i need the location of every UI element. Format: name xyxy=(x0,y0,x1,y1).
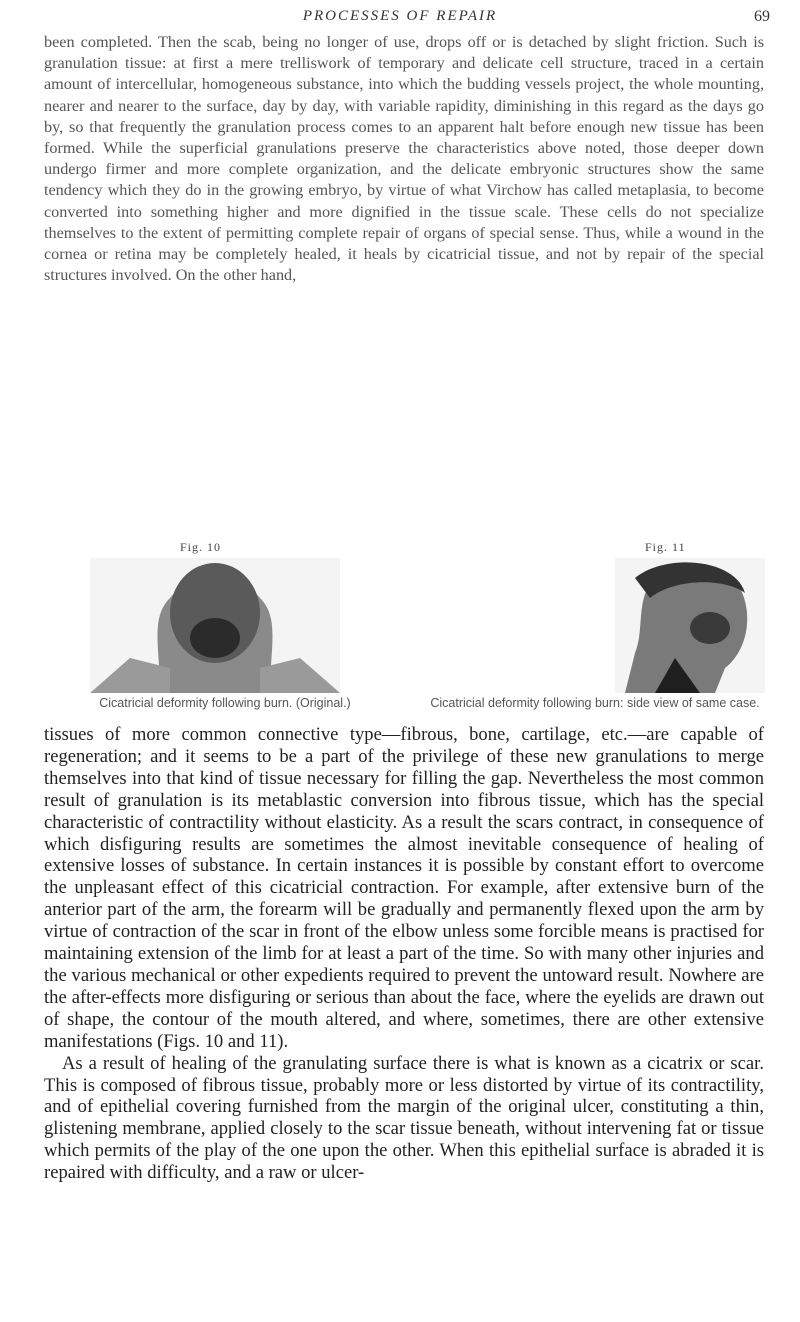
figure-10-caption: Cicatricial deformity following burn. (Original.) xyxy=(99,696,351,710)
paragraph-2: tissues of more common connective type—fibrous, bone, cartilage, etc.—are capable of regeneration; and it seems to be a part of the privilege of these new granulations to merge themselves into that kind of tissue necessary for filling the gap. Nevertheless the most common result of granulation is its metablastic conversion into fibrous tissue, which has the special characteristic of contractility without elasticity. As a result the scars contract, in consequence of which disfiguring results are sometimes the almost inevitable consequence of healing of extensive losses of substance. In certain instances it is possible by constant effort to overcome the unpleasant effect of this cicatricial contraction. For example, after extensive burn of the anterior part of the arm, the forearm will be gradually and permanently flexed upon the arm by virtue of contraction of the scar in front of the elbow unless some forcible means is practised for maintaining extension of the limb for at least a part of the time. So with many other injuries and the various mechanical or other expedients required to prevent the untoward result. Nowhere are the after-effects more disfiguring or serious than about the face, where the eyelids are drawn out of shape, the contour of the mouth altered, and where, sometimes, there are other extensive manifestations (Figs. 10 and 11). xyxy=(44,724,764,1052)
body-text-top xyxy=(44,32,764,286)
figure-11-caption: Cicatricial deformity following burn: side view of same case. xyxy=(430,696,760,710)
figure-11-label: Fig. 11 xyxy=(645,540,686,554)
figure-10-label: Fig. 10 xyxy=(180,540,222,554)
running-head: PROCESSES OF REPAIR xyxy=(302,8,498,24)
figure-11-photo xyxy=(615,558,765,693)
page-number: 69 xyxy=(754,8,770,25)
body-text-bottom xyxy=(44,724,764,1184)
paragraph-3: As a result of healing of the granulating surface there is what is known as a cicatrix or scar. This is composed of fibrous tissue, probably more or less distorted by virtue of its contractility, and of epithelial covering furnished from the margin of the original ulcer, constituting a thin, glistening membrane, applied closely to the scar tissue beneath, without intervening fat or tissue which permits of the play of the one upon the other. When this epithelial surface is abraded it is repaired with difficulty, and a raw or ulcer- xyxy=(44,1052,764,1184)
page-header xyxy=(0,6,800,32)
figures-row xyxy=(40,540,770,720)
paragraph-1: been completed. Then the scab, being no longer of use, drops off or is detached by slight friction. Such is granulation tissue: at first a mere trelliswork of temporary and delicate cell structure, traced in a certain amount of intercellular, homogeneous substance, into which the budding vessels project, the whole mounting, nearer and nearer to the surface, day by day, with variable rapidity, diminishing in this regard as the days go by, so that frequently the granulation process comes to an apparent halt before enough new tissue has been formed. While the superficial granulations preserve the characteristics above noted, those deeper down undergo firmer and more complete organization, and the delicate embryonic structures show the same tendency which they do in the growing embryo, by virtue of what Virchow has called metaplasia, to become converted into something higher and more dignified in the tissue scale. These cells do not specialize themselves to the extent of permitting complete repair of organs of special sense. Thus, while a wound in the cornea or retina may be completely healed, it heals by cicatricial tissue, and not by repair of the special structures involved. On the other hand, xyxy=(44,33,764,285)
figure-10-photo xyxy=(90,558,340,693)
